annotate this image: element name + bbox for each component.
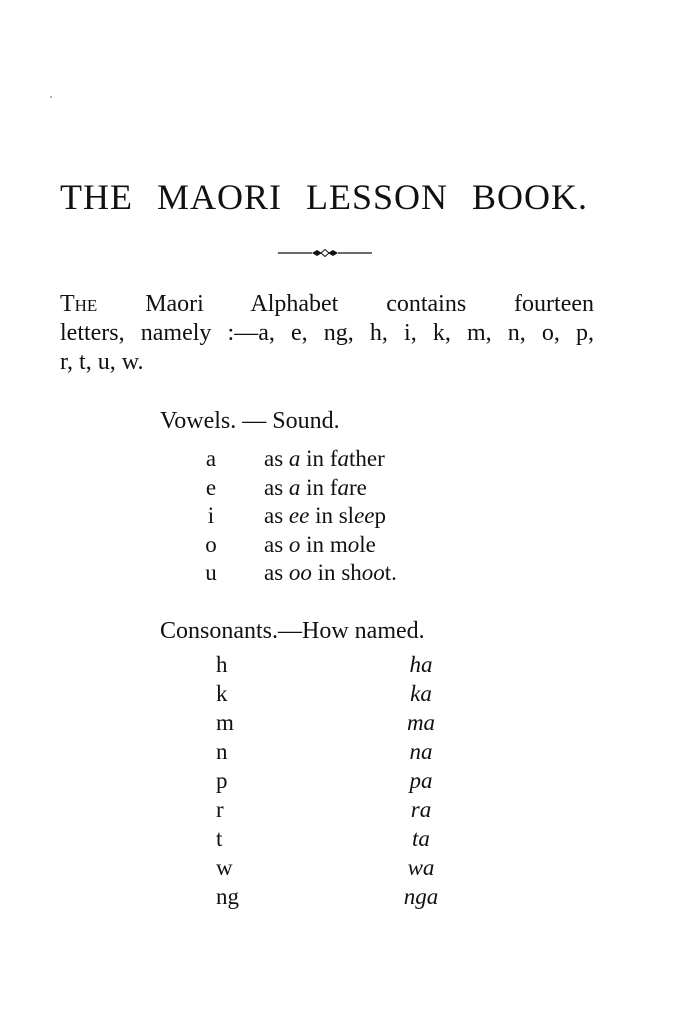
consonant-name: nga (403, 884, 439, 909)
example-word-end: ther (348, 446, 385, 471)
page-title: THE MAORI LESSON BOOK. (60, 177, 589, 217)
example-word-emphasis: a (337, 474, 349, 500)
vowel-sound (264, 475, 367, 501)
consonant-name: wa (407, 855, 435, 880)
vowel-in: in (306, 446, 325, 471)
vowel-sound-symbol: a (288, 446, 301, 471)
consonant-name: ka (410, 681, 432, 706)
example-word-emphasis: ee (354, 503, 375, 528)
vowel-letter: i (207, 503, 215, 528)
consonant-letter: r (216, 797, 224, 822)
vowel-in: in (315, 503, 333, 528)
paper-speck (50, 96, 52, 98)
vowel-sound (264, 532, 376, 558)
vowel-sound (264, 503, 386, 529)
consonant-name: ra (410, 797, 432, 822)
example-word (339, 503, 386, 528)
consonant-name: na (409, 739, 433, 764)
consonant-letter: h (216, 652, 228, 677)
consonant-name: ma (406, 710, 436, 735)
paragraph-line-1 (60, 290, 594, 319)
consonant-letter: t (216, 826, 223, 851)
example-word-emphasis: o (347, 531, 360, 557)
consonant-name: ha (409, 652, 433, 677)
vowel-sound-symbol: ee (288, 503, 310, 528)
paragraph-line-1-text: Maori Alphabet contains fourteen (145, 291, 594, 317)
example-word-end: le (359, 531, 376, 557)
consonant-letter: n (216, 739, 228, 764)
consonant-name: ta (412, 826, 430, 851)
consonant-letter: m (216, 710, 234, 735)
example-word-start: m (329, 531, 348, 557)
example-word-start: f (329, 446, 338, 471)
example-word-emphasis: a (337, 446, 349, 471)
vowel-letter: a (205, 446, 217, 471)
example-word-end: re (348, 474, 367, 500)
consonant-letter: w (216, 855, 233, 880)
example-word-end: p (374, 503, 386, 528)
vowel-sound (264, 560, 397, 586)
ornament-divider (278, 248, 372, 258)
vowels-heading: Vowels. — Sound. (160, 408, 340, 434)
example-word-start: f (329, 474, 338, 500)
vowel-as: as (264, 446, 284, 471)
example-word-emphasis: oo (361, 560, 385, 585)
paragraph-lead: The (60, 291, 98, 317)
consonant-letter: ng (216, 884, 239, 909)
consonant-name: pa (409, 768, 433, 793)
alphabet-paragraph (60, 290, 594, 377)
vowel-sound-symbol: oo (288, 560, 312, 585)
example-word-end: t. (384, 560, 397, 585)
vowel-as: as (264, 474, 284, 500)
vowel-in: in (306, 474, 325, 500)
vowel-sound-symbol: a (288, 474, 301, 500)
vowel-as: as (264, 531, 284, 557)
example-word-start: sl (338, 503, 355, 528)
vowel-letter: u (205, 560, 217, 585)
vowel-in: in (306, 531, 325, 557)
example-word (330, 532, 376, 557)
vowel-sound (264, 446, 385, 472)
example-word (330, 446, 385, 471)
example-word (341, 560, 397, 585)
paragraph-line-2: letters, namely :—a, e, ng, h, i, k, m, n, o, p, (60, 320, 594, 346)
consonants-heading: Consonants.—How named. (160, 618, 425, 644)
consonant-letter: k (216, 681, 228, 706)
example-word (330, 475, 367, 500)
vowel-letter: o (205, 531, 217, 557)
vowel-as: as (264, 560, 284, 585)
consonant-letter: p (216, 768, 228, 793)
vowel-sound-symbol: o (288, 531, 301, 557)
vowel-in: in (317, 560, 336, 585)
example-word-start: sh (341, 560, 362, 585)
vowel-as: as (264, 503, 284, 528)
vowel-letter: e (205, 474, 217, 500)
paragraph-line-3: r, t, u, w. (60, 349, 144, 375)
